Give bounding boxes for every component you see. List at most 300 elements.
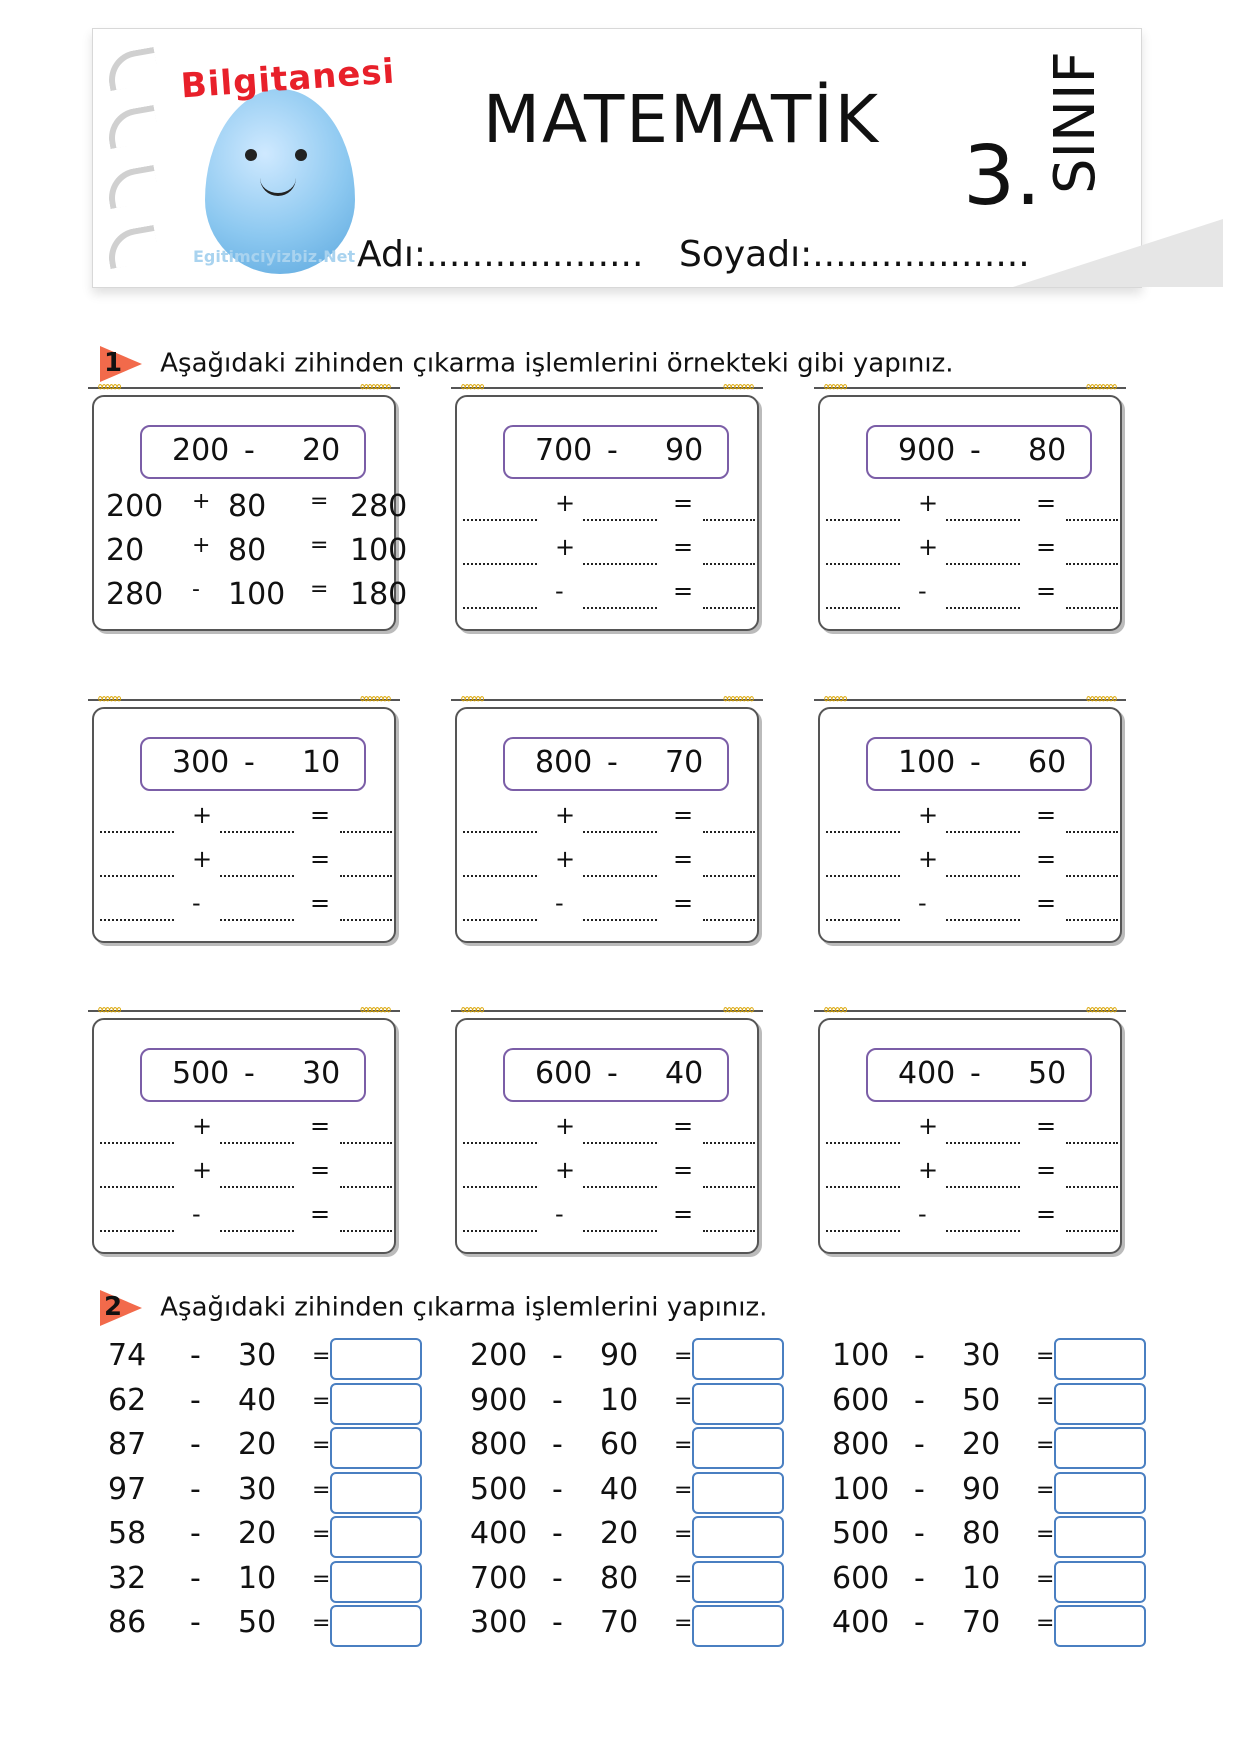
card-binding: [88, 1010, 400, 1018]
answer-blank[interactable]: [340, 1162, 392, 1188]
answer-blank[interactable]: [583, 1206, 657, 1232]
answer-box[interactable]: [330, 1605, 422, 1647]
answer-blank[interactable]: [583, 851, 657, 877]
operand-a: 300: [470, 1605, 528, 1640]
equals-sign: =: [1036, 1344, 1055, 1369]
minus-sign: -: [244, 745, 255, 780]
operator: +: [918, 1156, 939, 1184]
equation-row: [463, 489, 753, 525]
answer-blank[interactable]: [946, 1118, 1020, 1144]
minus-sign: -: [970, 745, 981, 780]
operand-b: 60: [600, 1427, 639, 1462]
value: 280: [350, 489, 408, 524]
equals-sign: =: [1036, 577, 1057, 605]
operand-b: 80: [962, 1516, 1001, 1551]
card-binding: [88, 387, 400, 395]
answer-blank[interactable]: [703, 539, 755, 565]
spiral-clip-icon: ∞∞∞: [98, 1002, 121, 1018]
operator: -: [192, 577, 200, 602]
answer-blank[interactable]: [826, 1206, 900, 1232]
answer-blank[interactable]: [703, 895, 755, 921]
equals-sign: =: [310, 577, 329, 602]
operand-b: 70: [665, 745, 704, 780]
binder-ring-icon: [104, 105, 159, 149]
operator: +: [555, 1156, 576, 1184]
equals-sign: =: [673, 489, 694, 517]
answer-blank[interactable]: [463, 583, 537, 609]
answer-blank[interactable]: [220, 1206, 294, 1232]
answer-blank[interactable]: [946, 807, 1020, 833]
operator: -: [918, 1200, 927, 1228]
minus-sign: -: [244, 1056, 255, 1091]
operand-a: 900: [898, 433, 956, 468]
minus-sign: -: [970, 433, 981, 468]
equals-sign: =: [673, 533, 694, 561]
answer-blank[interactable]: [1066, 807, 1118, 833]
answer-box[interactable]: [692, 1561, 784, 1603]
operator: +: [555, 533, 576, 561]
minus-sign: -: [552, 1516, 563, 1551]
minus-sign: -: [914, 1471, 925, 1507]
equals-sign: =: [673, 577, 694, 605]
equals-sign: =: [312, 1388, 331, 1414]
spiral-clip-icon: ∞∞∞: [98, 691, 121, 707]
equals-sign: =: [1036, 1611, 1055, 1636]
equals-sign: =: [312, 1344, 331, 1369]
answer-blank[interactable]: [463, 539, 537, 565]
question-1-heading: [100, 346, 954, 382]
equation-row: [100, 533, 408, 569]
card-binding: [451, 699, 763, 707]
answer-box[interactable]: [330, 1383, 422, 1425]
answer-box[interactable]: [692, 1516, 784, 1558]
minus-sign: -: [190, 1471, 201, 1507]
spiral-clip-icon: ∞∞∞∞: [723, 1002, 753, 1018]
subtraction-row: [832, 1472, 1172, 1512]
answer-blank[interactable]: [340, 1118, 392, 1144]
equation-row: [826, 1200, 1116, 1236]
answer-blank[interactable]: [826, 495, 900, 521]
answer-blank[interactable]: [463, 495, 537, 521]
spiral-clip-icon: ∞∞∞∞: [360, 1002, 390, 1018]
equals-sign: =: [673, 1200, 694, 1228]
spiral-clip-icon: ∞∞∞: [461, 691, 484, 707]
answer-blank[interactable]: [1066, 1162, 1118, 1188]
answer-blank[interactable]: [826, 895, 900, 921]
equals-sign: =: [673, 801, 694, 829]
operator: +: [918, 801, 939, 829]
operand-a: 400: [898, 1056, 956, 1091]
answer-blank[interactable]: [100, 1162, 174, 1188]
answer-blank[interactable]: [463, 1206, 537, 1232]
minus-sign: -: [190, 1560, 201, 1596]
subtraction-row: [832, 1427, 1172, 1467]
answer-blank[interactable]: [463, 1118, 537, 1144]
operand-b: 10: [600, 1382, 639, 1418]
binder-ring-icon: [104, 225, 159, 269]
answer-blank[interactable]: [946, 895, 1020, 921]
operand-b: 10: [238, 1560, 277, 1596]
equation-row: [463, 1200, 753, 1236]
page-title: MATEMATİK: [483, 81, 881, 158]
subtraction-row: [470, 1472, 810, 1512]
answer-blank[interactable]: [946, 539, 1020, 565]
operation-box: [503, 425, 729, 479]
equation-row: [463, 889, 753, 925]
equals-sign: =: [1036, 1200, 1057, 1228]
equals-sign: =: [1036, 1156, 1057, 1184]
answer-blank[interactable]: [583, 539, 657, 565]
answer-blank[interactable]: [946, 495, 1020, 521]
equation-row: [826, 845, 1116, 881]
answer-blank[interactable]: [826, 583, 900, 609]
operand-b: 30: [302, 1056, 341, 1091]
subtraction-row: [832, 1605, 1172, 1645]
answer-blank[interactable]: [826, 851, 900, 877]
answer-box[interactable]: [330, 1472, 422, 1514]
answer-box[interactable]: [1054, 1516, 1146, 1558]
operand-b: 50: [238, 1605, 277, 1640]
operand-b: 50: [962, 1382, 1001, 1418]
equation-row: [826, 1112, 1116, 1148]
operator: -: [918, 577, 927, 605]
subtraction-card: [818, 691, 1122, 943]
equals-sign: =: [312, 1433, 331, 1458]
page-curl: [1013, 219, 1223, 287]
equation-row: [100, 489, 408, 525]
equation-row: [100, 801, 390, 837]
answer-blank[interactable]: [100, 807, 174, 833]
answer-blank[interactable]: [340, 851, 392, 877]
worksheet-header: [92, 28, 1142, 288]
grade-number: 3.: [963, 129, 1042, 224]
operator: -: [192, 1200, 201, 1228]
answer-blank[interactable]: [703, 1118, 755, 1144]
minus-sign: -: [607, 745, 618, 780]
value: 80: [228, 533, 267, 568]
operand-b: 90: [665, 433, 704, 468]
subtraction-row: [470, 1561, 810, 1601]
operator: +: [918, 1112, 939, 1140]
answer-blank[interactable]: [1066, 895, 1118, 921]
operand-a: 500: [172, 1056, 230, 1091]
answer-blank[interactable]: [100, 895, 174, 921]
subtraction-row: [470, 1338, 810, 1378]
subtraction-card: [92, 691, 396, 943]
name-field[interactable]: Adı:...................: [357, 234, 644, 275]
operator: +: [192, 801, 213, 829]
answer-blank[interactable]: [1066, 583, 1118, 609]
spiral-clip-icon: ∞∞∞: [461, 379, 484, 395]
equals-sign: =: [310, 1112, 331, 1140]
answer-blank[interactable]: [100, 1118, 174, 1144]
answer-blank[interactable]: [220, 807, 294, 833]
answer-blank[interactable]: [1066, 1206, 1118, 1232]
operand-a: 800: [470, 1427, 528, 1462]
operand-b: 30: [238, 1471, 277, 1507]
answer-blank[interactable]: [463, 807, 537, 833]
answer-blank[interactable]: [340, 807, 392, 833]
answer-blank[interactable]: [220, 1118, 294, 1144]
subtraction-row: [108, 1472, 448, 1512]
subtraction-card: [455, 1002, 759, 1254]
equals-sign: =: [310, 1200, 331, 1228]
answer-blank[interactable]: [220, 1162, 294, 1188]
answer-box[interactable]: [1054, 1383, 1146, 1425]
answer-blank[interactable]: [826, 1162, 900, 1188]
answer-blank[interactable]: [703, 583, 755, 609]
answer-box[interactable]: [1054, 1561, 1146, 1603]
operation-box: [503, 1048, 729, 1102]
spiral-clip-icon: ∞∞∞∞: [1086, 379, 1116, 395]
operand-a: 300: [172, 745, 230, 780]
answer-box[interactable]: [692, 1472, 784, 1514]
equals-sign: =: [312, 1611, 331, 1636]
operator: -: [192, 889, 201, 917]
operand-a: 600: [832, 1382, 890, 1418]
operator: -: [555, 577, 564, 605]
operand-a: 100: [898, 745, 956, 780]
operand-a: 400: [832, 1605, 890, 1640]
equation-row: [100, 1112, 390, 1148]
answer-blank[interactable]: [583, 583, 657, 609]
answer-blank[interactable]: [1066, 851, 1118, 877]
operand-b: 50: [1028, 1056, 1067, 1091]
answer-blank[interactable]: [583, 895, 657, 921]
operand-a: 200: [172, 433, 230, 468]
question-badge-icon: 1: [100, 346, 142, 382]
grade-word: SINIF: [1043, 51, 1108, 194]
answer-box[interactable]: [692, 1383, 784, 1425]
operator: +: [192, 845, 213, 873]
operand-a: 87: [108, 1427, 147, 1462]
operator: +: [555, 801, 576, 829]
equals-sign: =: [310, 845, 331, 873]
answer-blank[interactable]: [463, 1162, 537, 1188]
value: 280: [106, 577, 164, 612]
answer-box[interactable]: [1054, 1472, 1146, 1514]
answer-box[interactable]: [1054, 1605, 1146, 1647]
value: 20: [106, 533, 145, 568]
answer-blank[interactable]: [220, 895, 294, 921]
subtraction-row: [832, 1383, 1172, 1423]
answer-blank[interactable]: [100, 851, 174, 877]
minus-sign: -: [914, 1382, 925, 1418]
equals-sign: =: [674, 1477, 693, 1503]
minus-sign: -: [190, 1338, 201, 1373]
operand-b: 60: [1028, 745, 1067, 780]
answer-blank[interactable]: [583, 807, 657, 833]
answer-blank[interactable]: [826, 807, 900, 833]
answer-blank[interactable]: [340, 895, 392, 921]
answer-box[interactable]: [330, 1427, 422, 1469]
operand-b: 40: [665, 1056, 704, 1091]
minus-sign: -: [190, 1516, 201, 1551]
operand-a: 100: [832, 1471, 890, 1507]
operand-a: 500: [470, 1471, 528, 1507]
equation-row: [826, 801, 1116, 837]
minus-sign: -: [190, 1382, 201, 1418]
answer-blank[interactable]: [703, 1206, 755, 1232]
answer-blank[interactable]: [946, 851, 1020, 877]
subtraction-row: [108, 1516, 448, 1556]
minus-sign: -: [914, 1338, 925, 1373]
equation-row: [826, 889, 1116, 925]
equals-sign: =: [674, 1611, 693, 1636]
operand-a: 86: [108, 1605, 147, 1640]
answer-blank[interactable]: [583, 1162, 657, 1188]
subtraction-row: [470, 1516, 810, 1556]
answer-blank[interactable]: [340, 1206, 392, 1232]
answer-blank[interactable]: [1066, 539, 1118, 565]
subtraction-card: [92, 379, 408, 631]
answer-blank[interactable]: [583, 495, 657, 521]
minus-sign: -: [970, 1056, 981, 1091]
answer-blank[interactable]: [826, 1118, 900, 1144]
operand-a: 97: [108, 1471, 147, 1507]
operator: +: [192, 489, 211, 514]
subtraction-row: [832, 1516, 1172, 1556]
answer-blank[interactable]: [220, 851, 294, 877]
operand-b: 80: [1028, 433, 1067, 468]
equals-sign: =: [1036, 1477, 1055, 1503]
logo-wordmark: Bilgitanesi: [179, 51, 397, 107]
equals-sign: =: [674, 1388, 693, 1414]
operand-b: 20: [238, 1427, 277, 1462]
card-binding: [88, 699, 400, 707]
answer-box[interactable]: [692, 1338, 784, 1380]
equals-sign: =: [1036, 1388, 1055, 1414]
answer-box[interactable]: [692, 1427, 784, 1469]
subtraction-row: [470, 1383, 810, 1423]
operand-a: 800: [535, 745, 593, 780]
minus-sign: -: [552, 1471, 563, 1507]
answer-box[interactable]: [1054, 1338, 1146, 1380]
operand-b: 30: [238, 1338, 277, 1373]
answer-blank[interactable]: [826, 539, 900, 565]
operator: +: [192, 1112, 213, 1140]
answer-blank[interactable]: [703, 1162, 755, 1188]
operator: +: [555, 1112, 576, 1140]
equals-sign: =: [1036, 533, 1057, 561]
equals-sign: =: [674, 1566, 693, 1592]
spiral-clip-icon: ∞∞∞: [824, 691, 847, 707]
surname-field[interactable]: Soyadı:...................: [679, 234, 1030, 275]
spiral-clip-icon: ∞∞∞∞: [723, 691, 753, 707]
answer-blank[interactable]: [703, 807, 755, 833]
answer-box[interactable]: [692, 1605, 784, 1647]
minus-sign: -: [552, 1605, 563, 1640]
answer-box[interactable]: [330, 1516, 422, 1558]
spiral-clip-icon: ∞∞∞∞: [360, 691, 390, 707]
equals-sign: =: [673, 889, 694, 917]
answer-blank[interactable]: [463, 895, 537, 921]
operand-a: 500: [832, 1516, 890, 1551]
equation-row: [100, 577, 408, 613]
operator: +: [918, 533, 939, 561]
subtraction-row: [108, 1427, 448, 1467]
answer-blank[interactable]: [1066, 1118, 1118, 1144]
spiral-clip-icon: ∞∞∞∞: [723, 379, 753, 395]
equation-row: [100, 889, 390, 925]
operand-b: 20: [600, 1516, 639, 1551]
operand-b: 40: [600, 1471, 639, 1507]
spiral-clip-icon: ∞∞∞∞: [1086, 1002, 1116, 1018]
answer-blank[interactable]: [703, 851, 755, 877]
equals-sign: =: [310, 489, 329, 514]
answer-box[interactable]: [330, 1338, 422, 1380]
spiral-clip-icon: ∞∞∞: [98, 379, 121, 395]
operation-box: [866, 1048, 1092, 1102]
minus-sign: -: [552, 1427, 563, 1462]
binder-ring-icon: [104, 165, 159, 209]
answer-blank[interactable]: [946, 583, 1020, 609]
minus-sign: -: [914, 1516, 925, 1551]
equals-sign: =: [1036, 845, 1057, 873]
equation-row: [826, 533, 1116, 569]
subtraction-row: [108, 1605, 448, 1645]
operator: +: [555, 845, 576, 873]
operator: -: [555, 889, 564, 917]
equals-sign: =: [1036, 889, 1057, 917]
answer-box[interactable]: [1054, 1427, 1146, 1469]
operand-b: 10: [302, 745, 341, 780]
equals-sign: =: [1036, 489, 1057, 517]
card-binding: [451, 387, 763, 395]
operator: +: [192, 533, 211, 558]
equals-sign: =: [1036, 1566, 1055, 1592]
operand-a: 800: [832, 1427, 890, 1462]
operand-a: 700: [470, 1560, 528, 1596]
operation-box: [503, 737, 729, 791]
answer-blank[interactable]: [463, 851, 537, 877]
equation-row: [463, 533, 753, 569]
value: 100: [350, 533, 408, 568]
equals-sign: =: [674, 1522, 693, 1547]
equals-sign: =: [312, 1477, 331, 1503]
equals-sign: =: [310, 1156, 331, 1184]
card-binding: [451, 1010, 763, 1018]
binder-ring-icon: [104, 47, 159, 91]
answer-box[interactable]: [330, 1561, 422, 1603]
operand-a: 400: [470, 1516, 528, 1551]
answer-blank[interactable]: [583, 1118, 657, 1144]
spiral-clip-icon: ∞∞∞∞: [360, 379, 390, 395]
operand-a: 62: [108, 1382, 147, 1418]
equals-sign: =: [310, 533, 329, 558]
answer-blank[interactable]: [946, 1162, 1020, 1188]
answer-blank[interactable]: [1066, 495, 1118, 521]
answer-blank[interactable]: [100, 1206, 174, 1232]
operand-a: 32: [108, 1560, 147, 1596]
operand-a: 200: [470, 1338, 528, 1373]
equals-sign: =: [312, 1522, 331, 1547]
equals-sign: =: [1036, 1433, 1055, 1458]
subtraction-row: [108, 1338, 448, 1378]
value: 180: [350, 577, 408, 612]
subtraction-row: [470, 1427, 810, 1467]
question-badge-icon: 2: [100, 1290, 142, 1326]
operand-b: 70: [600, 1605, 639, 1640]
minus-sign: -: [607, 1056, 618, 1091]
equation-row: [463, 845, 753, 881]
equals-sign: =: [1036, 1112, 1057, 1140]
answer-blank[interactable]: [946, 1206, 1020, 1232]
answer-blank[interactable]: [703, 495, 755, 521]
equation-row: [100, 845, 390, 881]
subtraction-row: [108, 1383, 448, 1423]
minus-sign: -: [190, 1605, 201, 1640]
